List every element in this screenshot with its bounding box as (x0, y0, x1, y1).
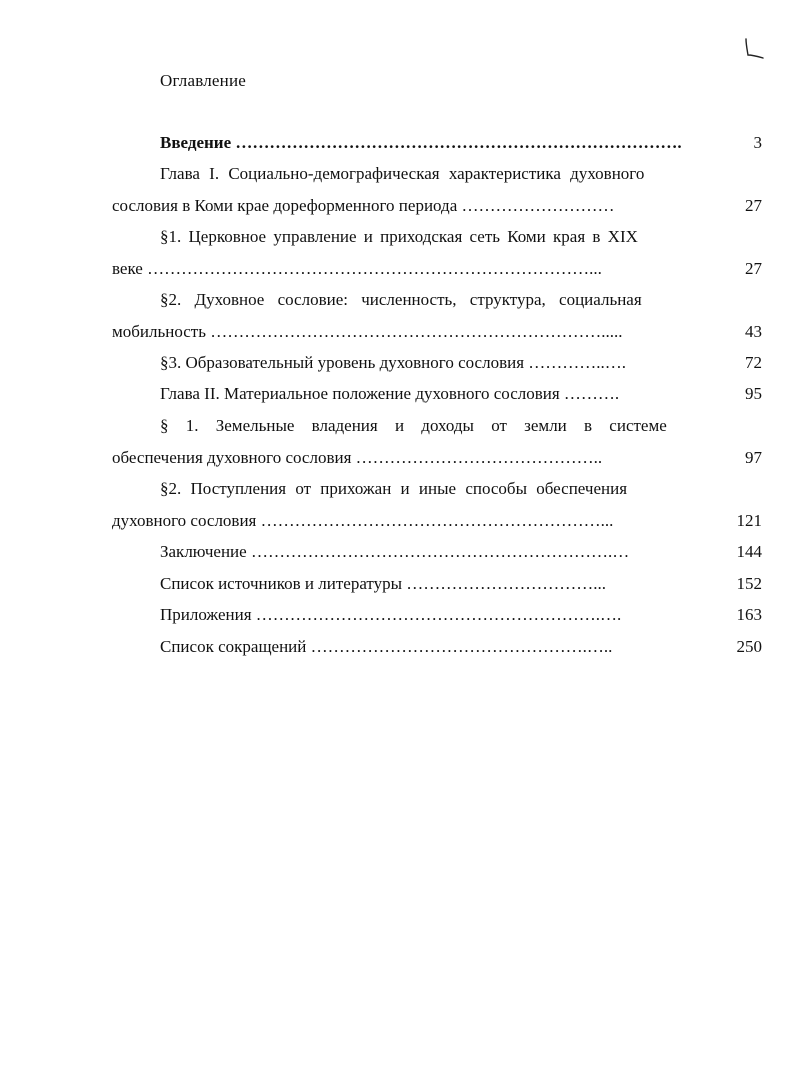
toc-entry-sources (160, 574, 606, 594)
toc-entry-text: Приложения …………………………………………………….…. (160, 605, 622, 624)
toc-page-number: 43 (745, 322, 762, 341)
toc-page-number: 95 (745, 384, 762, 403)
toc-entry-section-2-1-cont (112, 448, 602, 468)
toc-entry-text: сословия в Коми крае дореформенного периода ……………………… (112, 196, 615, 215)
toc-entry-section-2-2 (160, 479, 700, 499)
toc-page-number: 27 (745, 259, 762, 278)
toc-entry-text: Заключение ……………………………………………………….… (160, 542, 630, 561)
toc-entry-abbreviations (160, 637, 612, 657)
toc-entry-introduction (160, 133, 682, 153)
toc-entry-conclusion (160, 542, 629, 562)
toc-page-number: 163 (736, 605, 762, 624)
toc-entry-chapter-1 (160, 164, 700, 184)
toc-entry-section-2-1 (160, 416, 700, 436)
toc-entry-section-1-2 (160, 290, 700, 310)
toc-entry-section-1-1-cont (112, 259, 602, 279)
toc-entry-text: духовного сословия ……………………………………………………... (112, 511, 614, 530)
handwritten-corner-mark (742, 38, 766, 60)
toc-page-number: 121 (736, 511, 762, 530)
toc-page-number: 144 (736, 542, 762, 561)
toc-entry-section-1-2-cont (112, 322, 623, 342)
toc-entry-text: Список источников и литературы ……………………………... (160, 574, 607, 593)
toc-entry-text: Глава II. Материальное положение духовного сословия ………. (160, 384, 620, 403)
toc-page-number: 3 (753, 133, 762, 152)
toc-entry-text: обеспечения духовного сословия …………………………………….. (112, 448, 603, 467)
toc-entry-chapter-1-cont (112, 196, 615, 216)
toc-page-number: 97 (745, 448, 762, 467)
toc-entry-text: § 1. Земельные владения и доходы от земли в системе (160, 416, 667, 435)
toc-entry-text: Введение ……………………………………………………………………. (160, 133, 682, 152)
toc-entry-text: Список сокращений ………………………………………….….. (160, 637, 613, 656)
toc-page-number: 72 (745, 353, 762, 372)
toc-entry-text: §2. Духовное сословие: численность, структура, социальная (160, 290, 642, 309)
toc-entry-text: мобильность ……………………………………………………………..... (112, 322, 623, 341)
toc-entry-text: веке ……………………………………………………………………... (112, 259, 602, 278)
toc-entry-appendices (160, 605, 621, 625)
toc-entry-section-2-2-cont (112, 511, 613, 531)
toc-entry-section-1-1 (160, 227, 700, 247)
toc-entry-text: §2. Поступления от прихожан и иные способы обеспечения (160, 479, 628, 498)
toc-entry-section-1-3 (160, 353, 626, 373)
toc-entry-text: §3. Образовательный уровень духовного сословия …………..…. (160, 353, 627, 372)
toc-page-number: 250 (736, 637, 762, 656)
toc-entry-text: §1. Церковное управление и приходская сеть Коми края в XIX (160, 227, 638, 246)
page-title: Оглавление (160, 71, 246, 90)
toc-entry-text: Глава I. Социально-демографическая характеристика духовного (160, 164, 645, 183)
toc-page-number: 152 (736, 574, 762, 593)
toc-page-number: 27 (745, 196, 762, 215)
toc-entry-chapter-2 (160, 384, 619, 404)
